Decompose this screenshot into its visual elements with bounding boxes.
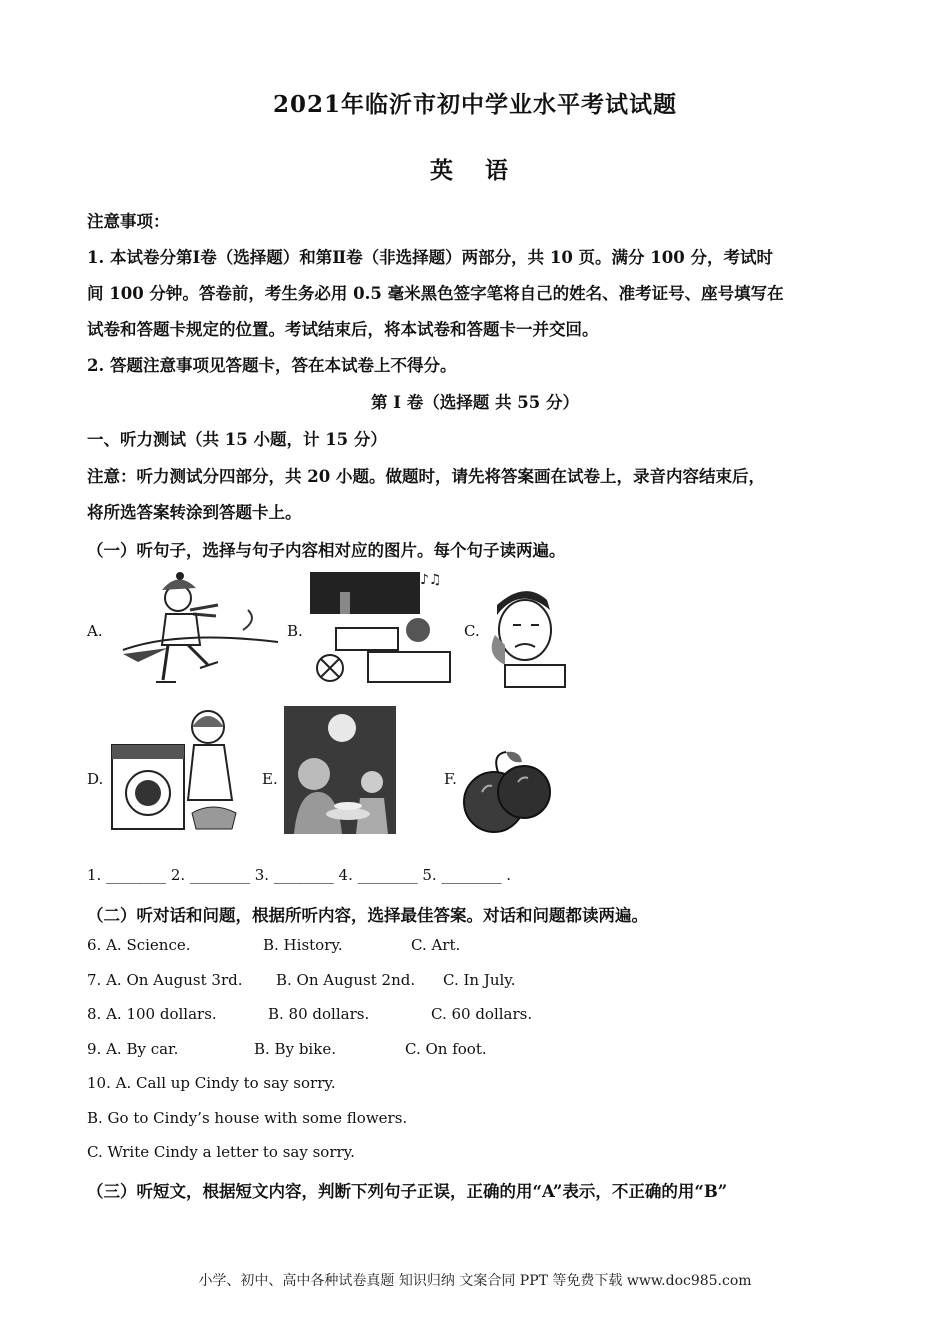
toothache-boy-picture-icon (485, 585, 570, 690)
question-10-option-a: 10. A. Call up Cindy to say sorry. (87, 1074, 336, 1092)
question-8-option-b: B. 80 dollars. (268, 1005, 370, 1023)
part-1-heading: （一）听句子，选择与句子内容相对应的图片。每个句子读两遍。 (87, 541, 566, 560)
question-7-option-c: C. In July. (443, 971, 516, 989)
answer-blanks-row: 1. ________ 2. ________ 3. ________ 4. ________ 5. ________ . (87, 866, 512, 884)
question-6-option-a: 6. A. Science. (87, 936, 191, 954)
picture-b-label: B. (287, 622, 303, 640)
question-6-option-c: C. Art. (411, 936, 461, 954)
washing-machine-girl-picture-icon (108, 705, 243, 833)
notice-item-1-line-2: 间 100 分钟。答卷前，考生务必用 0.5 毫米黑色签字笔将自己的姓名、准考证号、座号填写在 (87, 284, 784, 303)
apples-picture-icon (462, 748, 552, 838)
section-1-heading: 一、听力测试（共 15 小题，计 15 分） (87, 430, 387, 449)
question-7-option-b: B. On August 2nd. (276, 971, 416, 989)
page-footer: 小学、初中、高中各种试卷真题 知识归纳 文案合同 PPT 等免费下载 www.doc985.com (198, 1273, 752, 1289)
picture-e-label: E. (262, 770, 278, 788)
question-7-option-a: 7. A. On August 3rd. (87, 971, 243, 989)
subject-title: 英 语 (429, 157, 520, 184)
notice-item-1-line-3: 试卷和答题卡规定的位置。考试结束后，将本试卷和答题卡一并交回。 (87, 320, 599, 339)
page-title: 2021年临沂市初中学业水平考试试题 (272, 91, 677, 118)
question-8-option-c: C. 60 dollars. (431, 1005, 533, 1023)
notice-heading: 注意事项： (87, 212, 170, 231)
classroom-music-picture-icon (308, 570, 453, 685)
svg-text:♪♫: ♪♫ (420, 572, 442, 588)
picture-f-label: F. (444, 770, 457, 788)
question-9-option-a: 9. A. By car. (87, 1040, 179, 1058)
question-9-option-b: B. By bike. (254, 1040, 336, 1058)
notice-item-2: 2. 答题注意事项见答题卡，答在本试卷上不得分。 (87, 356, 457, 375)
question-10-option-c: C. Write Cindy a letter to say sorry. (87, 1143, 355, 1161)
picture-a-label: A. (87, 622, 103, 640)
part-3-heading: （三）听短文，根据短文内容，判断下列句子正误，正确的用“A”表示，不正确的用“B” (87, 1182, 728, 1201)
volume-1-heading: 第 I 卷（选择题 共 55 分） (371, 393, 579, 412)
question-10-option-b: B. Go to Cindy’s house with some flowers. (87, 1109, 408, 1127)
question-8-option-a: 8. A. 100 dollars. (87, 1005, 217, 1023)
ice-skater-picture-icon (118, 570, 283, 685)
listening-note-line-2: 将所选答案转涂到答题卡上。 (87, 503, 302, 522)
question-9-option-c: C. On foot. (405, 1040, 487, 1058)
moon-festival-picture-icon (284, 706, 396, 834)
picture-d-label: D. (87, 770, 104, 788)
part-2-heading: （二）听对话和问题，根据所听内容，选择最佳答案。对话和问题都读两遍。 (87, 906, 648, 925)
question-6-option-b: B. History. (263, 936, 343, 954)
notice-item-1-line-1: 1. 本试卷分第Ⅰ卷（选择题）和第Ⅱ卷（非选择题）两部分，共 10 页。满分 100 分，考试时 (87, 248, 773, 267)
listening-note-line-1: 注意：听力测试分四部分，共 20 小题。做题时，请先将答案画在试卷上，录音内容结束后， (87, 467, 765, 486)
picture-c-label: C. (464, 622, 480, 640)
